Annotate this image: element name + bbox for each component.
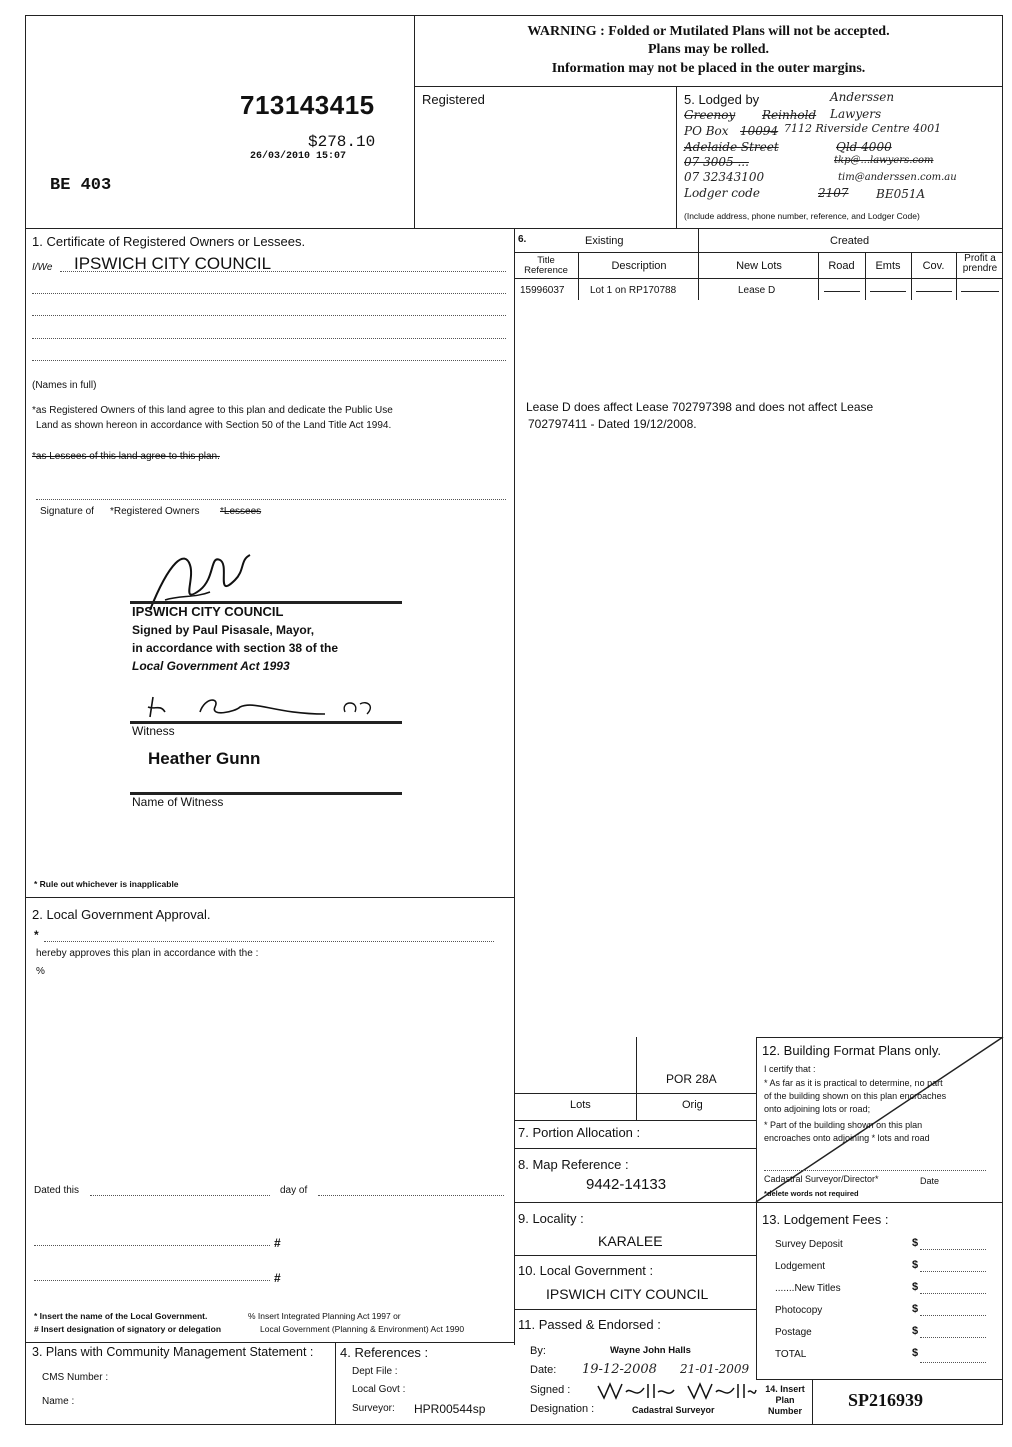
datetime: 26/03/2010 15:07 bbox=[250, 151, 347, 162]
registered-label: Registered bbox=[422, 92, 485, 107]
lodged-note: (Include address, phone number, reference, and Lodger Code) bbox=[684, 211, 920, 221]
fee-line-4 bbox=[920, 1315, 986, 1316]
local-gov-line bbox=[514, 1255, 756, 1256]
signature-line bbox=[36, 499, 506, 500]
warning-divider bbox=[414, 86, 1003, 87]
passed-signed-label: Signed : bbox=[530, 1384, 571, 1396]
approval-footnote-2: % Insert Integrated Planning Act 1997 or bbox=[248, 1311, 401, 1321]
building-p1c: onto adjoining lots or road; bbox=[764, 1104, 871, 1114]
cms-number-label: CMS Number : bbox=[42, 1372, 109, 1383]
plan-number-label-2: Plan bbox=[775, 1395, 795, 1405]
building-certify: I certify that : bbox=[764, 1064, 816, 1074]
bottom-row-divider bbox=[25, 1342, 514, 1343]
portion-por: POR 28A bbox=[666, 1072, 717, 1086]
existing-label: Existing bbox=[585, 235, 624, 247]
surveyor-signature bbox=[596, 1378, 756, 1402]
owner-line-2 bbox=[32, 293, 506, 294]
portion-lots-line bbox=[514, 1093, 756, 1094]
lodged-hw-7a: Lodger code bbox=[684, 186, 760, 200]
fee-dollar-1: $ bbox=[912, 1237, 919, 1249]
passed-date-label: Date: bbox=[530, 1364, 557, 1376]
lodged-hw-3b: 10094 bbox=[740, 124, 779, 138]
hdr-emts: Emts bbox=[875, 260, 901, 272]
approval-footnote-3: # Insert designation of signatory or delegation bbox=[34, 1324, 222, 1334]
dated-this-label: Dated this bbox=[34, 1185, 80, 1196]
lodged-hw-1: Anderssen bbox=[830, 90, 895, 104]
stamp-line-2: Signed by Paul Pisasale, Mayor, bbox=[132, 623, 315, 637]
building-signer: Cadastral Surveyor/Director* bbox=[764, 1174, 879, 1184]
passed-heading: 11. Passed & Endorsed : bbox=[518, 1317, 661, 1332]
hdr-cov: Cov. bbox=[922, 260, 945, 272]
building-p2b: encroaches onto adjoining * lots and road bbox=[764, 1133, 930, 1143]
fees-heading: 13. Lodgement Fees : bbox=[762, 1212, 889, 1227]
owner-line-1 bbox=[60, 271, 506, 272]
table-header-top bbox=[514, 252, 1003, 253]
building-p1b: of the building shown on this plan encroaches bbox=[764, 1091, 947, 1101]
approval-percent: % bbox=[36, 966, 45, 977]
plan-number-divider bbox=[812, 1379, 813, 1425]
owner-line-5 bbox=[32, 360, 506, 361]
building-delete-note: *delete words not required bbox=[764, 1189, 859, 1198]
passed-by-value: Wayne John Halls bbox=[610, 1345, 691, 1356]
approval-heading: 2. Local Government Approval. bbox=[32, 907, 211, 922]
warning-line-1: WARNING : Folded or Mutilated Plans will not be accepted. bbox=[527, 24, 890, 39]
cell-road-dash bbox=[824, 291, 860, 292]
fee-new-titles: .......New Titles bbox=[775, 1283, 841, 1294]
existing-created-divider bbox=[698, 228, 699, 300]
fee-photocopy: Photocopy bbox=[775, 1305, 823, 1316]
cell-title-reference: 15996037 bbox=[520, 285, 565, 296]
signatory-line-1 bbox=[34, 1245, 270, 1246]
lease-remark-1: Lease D does affect Lease 702797398 and does not affect Lease bbox=[526, 400, 874, 414]
col-div-1 bbox=[578, 252, 579, 300]
fee-dollar-3: $ bbox=[912, 1281, 919, 1293]
signatory-line-2 bbox=[34, 1280, 270, 1281]
warning-line-2: Plans may be rolled. bbox=[647, 42, 770, 57]
fee-line-5 bbox=[920, 1337, 986, 1338]
plan-number-label-3: Number bbox=[767, 1406, 802, 1416]
map-ref-line bbox=[514, 1148, 756, 1149]
cell-new-lots: Lease D bbox=[738, 285, 776, 296]
lease-remark-2: 702797411 - Dated 19/12/2008. bbox=[528, 417, 697, 431]
portion-alloc-line bbox=[514, 1120, 756, 1121]
witness-label: Witness bbox=[132, 724, 175, 738]
locality-value: KARALEE bbox=[598, 1233, 663, 1249]
building-sign-line bbox=[764, 1170, 986, 1171]
plan-number-top bbox=[756, 1379, 1003, 1380]
portion-divider bbox=[636, 1037, 637, 1120]
fee-line-6 bbox=[920, 1362, 986, 1363]
lodged-hw-7c: BE051A bbox=[876, 187, 926, 201]
fee-dollar-4: $ bbox=[912, 1303, 919, 1315]
fee-dollar-6: $ bbox=[912, 1347, 919, 1359]
owners-statement-1: *as Registered Owners of this land agree to this plan and dedicate the Public Use bbox=[32, 405, 393, 416]
hash-1: # bbox=[274, 1236, 281, 1250]
references-heading: 4. References : bbox=[340, 1345, 429, 1360]
created-label: Created bbox=[830, 235, 870, 247]
lodged-hw-3c: 7112 Riverside Centre 4001 bbox=[784, 122, 942, 135]
approval-name-line bbox=[44, 941, 494, 942]
approval-footnote-1: * Insert the name of the Local Government. bbox=[34, 1311, 208, 1321]
iwe-label: I/We bbox=[32, 262, 53, 273]
fee-line-2 bbox=[920, 1271, 986, 1272]
building-date: Date bbox=[920, 1176, 940, 1186]
ref-surveyor-label: Surveyor: bbox=[352, 1403, 395, 1414]
lodged-hw-5b: tkp@...lawyers.com bbox=[834, 155, 934, 166]
signature-label: Signature of bbox=[40, 506, 94, 517]
building-p2a: * Part of the building shown on this plan bbox=[764, 1120, 923, 1130]
signature-owners: *Registered Owners bbox=[110, 506, 200, 517]
lodged-by-label: 5. Lodged by bbox=[684, 92, 760, 107]
lodged-hw-2b: Reinhold bbox=[762, 108, 817, 122]
fee-line-1 bbox=[920, 1249, 986, 1250]
passed-date-1: 19-12-2008 bbox=[582, 1362, 657, 1377]
approval-text: hereby approves this plan in accordance with the : bbox=[36, 948, 259, 959]
fee-lodgement: Lodgement bbox=[775, 1261, 826, 1272]
lodged-hw-5a: 07 3005 ... bbox=[684, 155, 749, 169]
amount: $278.10 bbox=[308, 133, 376, 151]
day-of-label: day of bbox=[280, 1185, 308, 1196]
barcode-number: 713143415 bbox=[240, 90, 375, 120]
owner-line-3 bbox=[32, 315, 506, 316]
map-ref-heading: 8. Map Reference : bbox=[518, 1157, 629, 1172]
owners-statement-2: Land as shown hereon in accordance with Section 50 of the Land Title Act 1994. bbox=[36, 420, 392, 431]
office-code: BE 403 bbox=[50, 176, 112, 195]
certificate-heading: 1. Certificate of Registered Owners or Lessees. bbox=[32, 234, 306, 249]
passed-by-label: By: bbox=[530, 1345, 546, 1357]
signature-lessees: *Lessees bbox=[220, 506, 262, 517]
approval-footnote-4: Local Government (Planning & Environment) Act 1990 bbox=[260, 1324, 465, 1334]
existing-num: 6. bbox=[518, 234, 527, 245]
lodged-hw-6a: 07 32343100 bbox=[684, 170, 765, 184]
building-p1a: * As far as it is practical to determine, no part bbox=[764, 1078, 943, 1088]
names-in-full: (Names in full) bbox=[32, 380, 97, 391]
lodged-hw-2a: Greenoy bbox=[684, 108, 736, 122]
hdr-title-reference: Title Reference bbox=[524, 255, 568, 276]
fee-postage: Postage bbox=[775, 1327, 812, 1338]
cell-cov-dash bbox=[916, 291, 952, 292]
lodged-hw-4a: Adelaide Street bbox=[684, 140, 779, 154]
fee-line-3 bbox=[920, 1293, 986, 1294]
fee-total: TOTAL bbox=[775, 1349, 807, 1360]
portion-heading: 7. Portion Allocation : bbox=[518, 1125, 641, 1140]
hdr-road: Road bbox=[828, 260, 855, 272]
passed-date-2: 21-01-2009 bbox=[680, 1362, 750, 1376]
stamp-line-1: IPSWICH CITY COUNCIL bbox=[132, 604, 284, 619]
locality-heading: 9. Locality : bbox=[518, 1211, 584, 1226]
fee-dollar-2: $ bbox=[912, 1259, 919, 1271]
main-column-divider bbox=[514, 228, 515, 1345]
portion-orig: Orig bbox=[682, 1099, 703, 1111]
dated-this-line bbox=[90, 1195, 270, 1196]
hdr-profit-a-prendre: Profit a prendre bbox=[962, 253, 998, 274]
ref-dept-file: Dept File : bbox=[352, 1366, 398, 1377]
map-ref-value: 9442-14133 bbox=[586, 1176, 667, 1193]
passed-line bbox=[514, 1309, 756, 1310]
rule-out-note: * Rule out whichever is inapplicable bbox=[34, 879, 179, 889]
witness-signature bbox=[145, 692, 385, 722]
day-of-line bbox=[318, 1195, 504, 1196]
fee-dollar-5: $ bbox=[912, 1325, 919, 1337]
locality-line bbox=[514, 1202, 1003, 1203]
registered-divider bbox=[676, 86, 677, 228]
stamp-line-3: in accordance with section 38 of the bbox=[132, 641, 339, 655]
cell-profit-dash bbox=[961, 291, 999, 292]
lodged-hw-7b: 2107 bbox=[818, 186, 849, 200]
hdr-description: Description bbox=[611, 260, 667, 272]
plan-number-label-1: 14. Insert bbox=[765, 1384, 805, 1394]
hash-2: # bbox=[274, 1271, 281, 1285]
ref-local-govt: Local Govt : bbox=[352, 1384, 406, 1395]
cell-description: Lot 1 on RP170788 bbox=[590, 285, 677, 296]
section2-divider bbox=[25, 897, 514, 898]
building-heading: 12. Building Format Plans only. bbox=[762, 1043, 941, 1058]
owner-name: IPSWICH CITY COUNCIL bbox=[74, 254, 272, 273]
stamp-line-4: Local Government Act 1993 bbox=[132, 659, 290, 673]
cell-emts-dash bbox=[870, 291, 906, 292]
witness-name-label: Name of Witness bbox=[132, 795, 224, 809]
lodged-hw-4b: Qld 4000 bbox=[836, 140, 892, 154]
lodged-hw-6b: tim@anderssen.com.au bbox=[838, 172, 957, 183]
community-heading: 3. Plans with Community Management Statement : bbox=[32, 1345, 314, 1359]
local-gov-value: IPSWICH CITY COUNCIL bbox=[546, 1286, 709, 1302]
fee-survey-deposit: Survey Deposit bbox=[775, 1239, 843, 1250]
hdr-new-lots: New Lots bbox=[736, 260, 782, 272]
owner-line-4 bbox=[32, 338, 506, 339]
local-gov-heading: 10. Local Government : bbox=[518, 1263, 654, 1278]
witness-name: Heather Gunn bbox=[148, 749, 261, 768]
lessees-statement: *as Lessees of this land agree to this plan. bbox=[32, 451, 220, 462]
warning-line-3: Information may not be placed in the outer margins. bbox=[551, 61, 866, 76]
table-header-bottom bbox=[514, 278, 1003, 279]
cms-name-label: Name : bbox=[42, 1396, 75, 1407]
passed-designation-value: Cadastral Surveyor bbox=[632, 1405, 715, 1415]
ref-surveyor-value: HPR00544sp bbox=[414, 1402, 486, 1416]
portion-lots: Lots bbox=[570, 1099, 591, 1111]
plan-number-value: SP216939 bbox=[848, 1390, 924, 1410]
bottom-ref-divider bbox=[335, 1342, 336, 1425]
lodged-hw-2c: Lawyers bbox=[830, 107, 882, 121]
approval-star: * bbox=[34, 928, 39, 942]
passed-designation-label: Designation : bbox=[530, 1403, 595, 1415]
lodged-hw-3a: PO Box bbox=[684, 124, 729, 138]
